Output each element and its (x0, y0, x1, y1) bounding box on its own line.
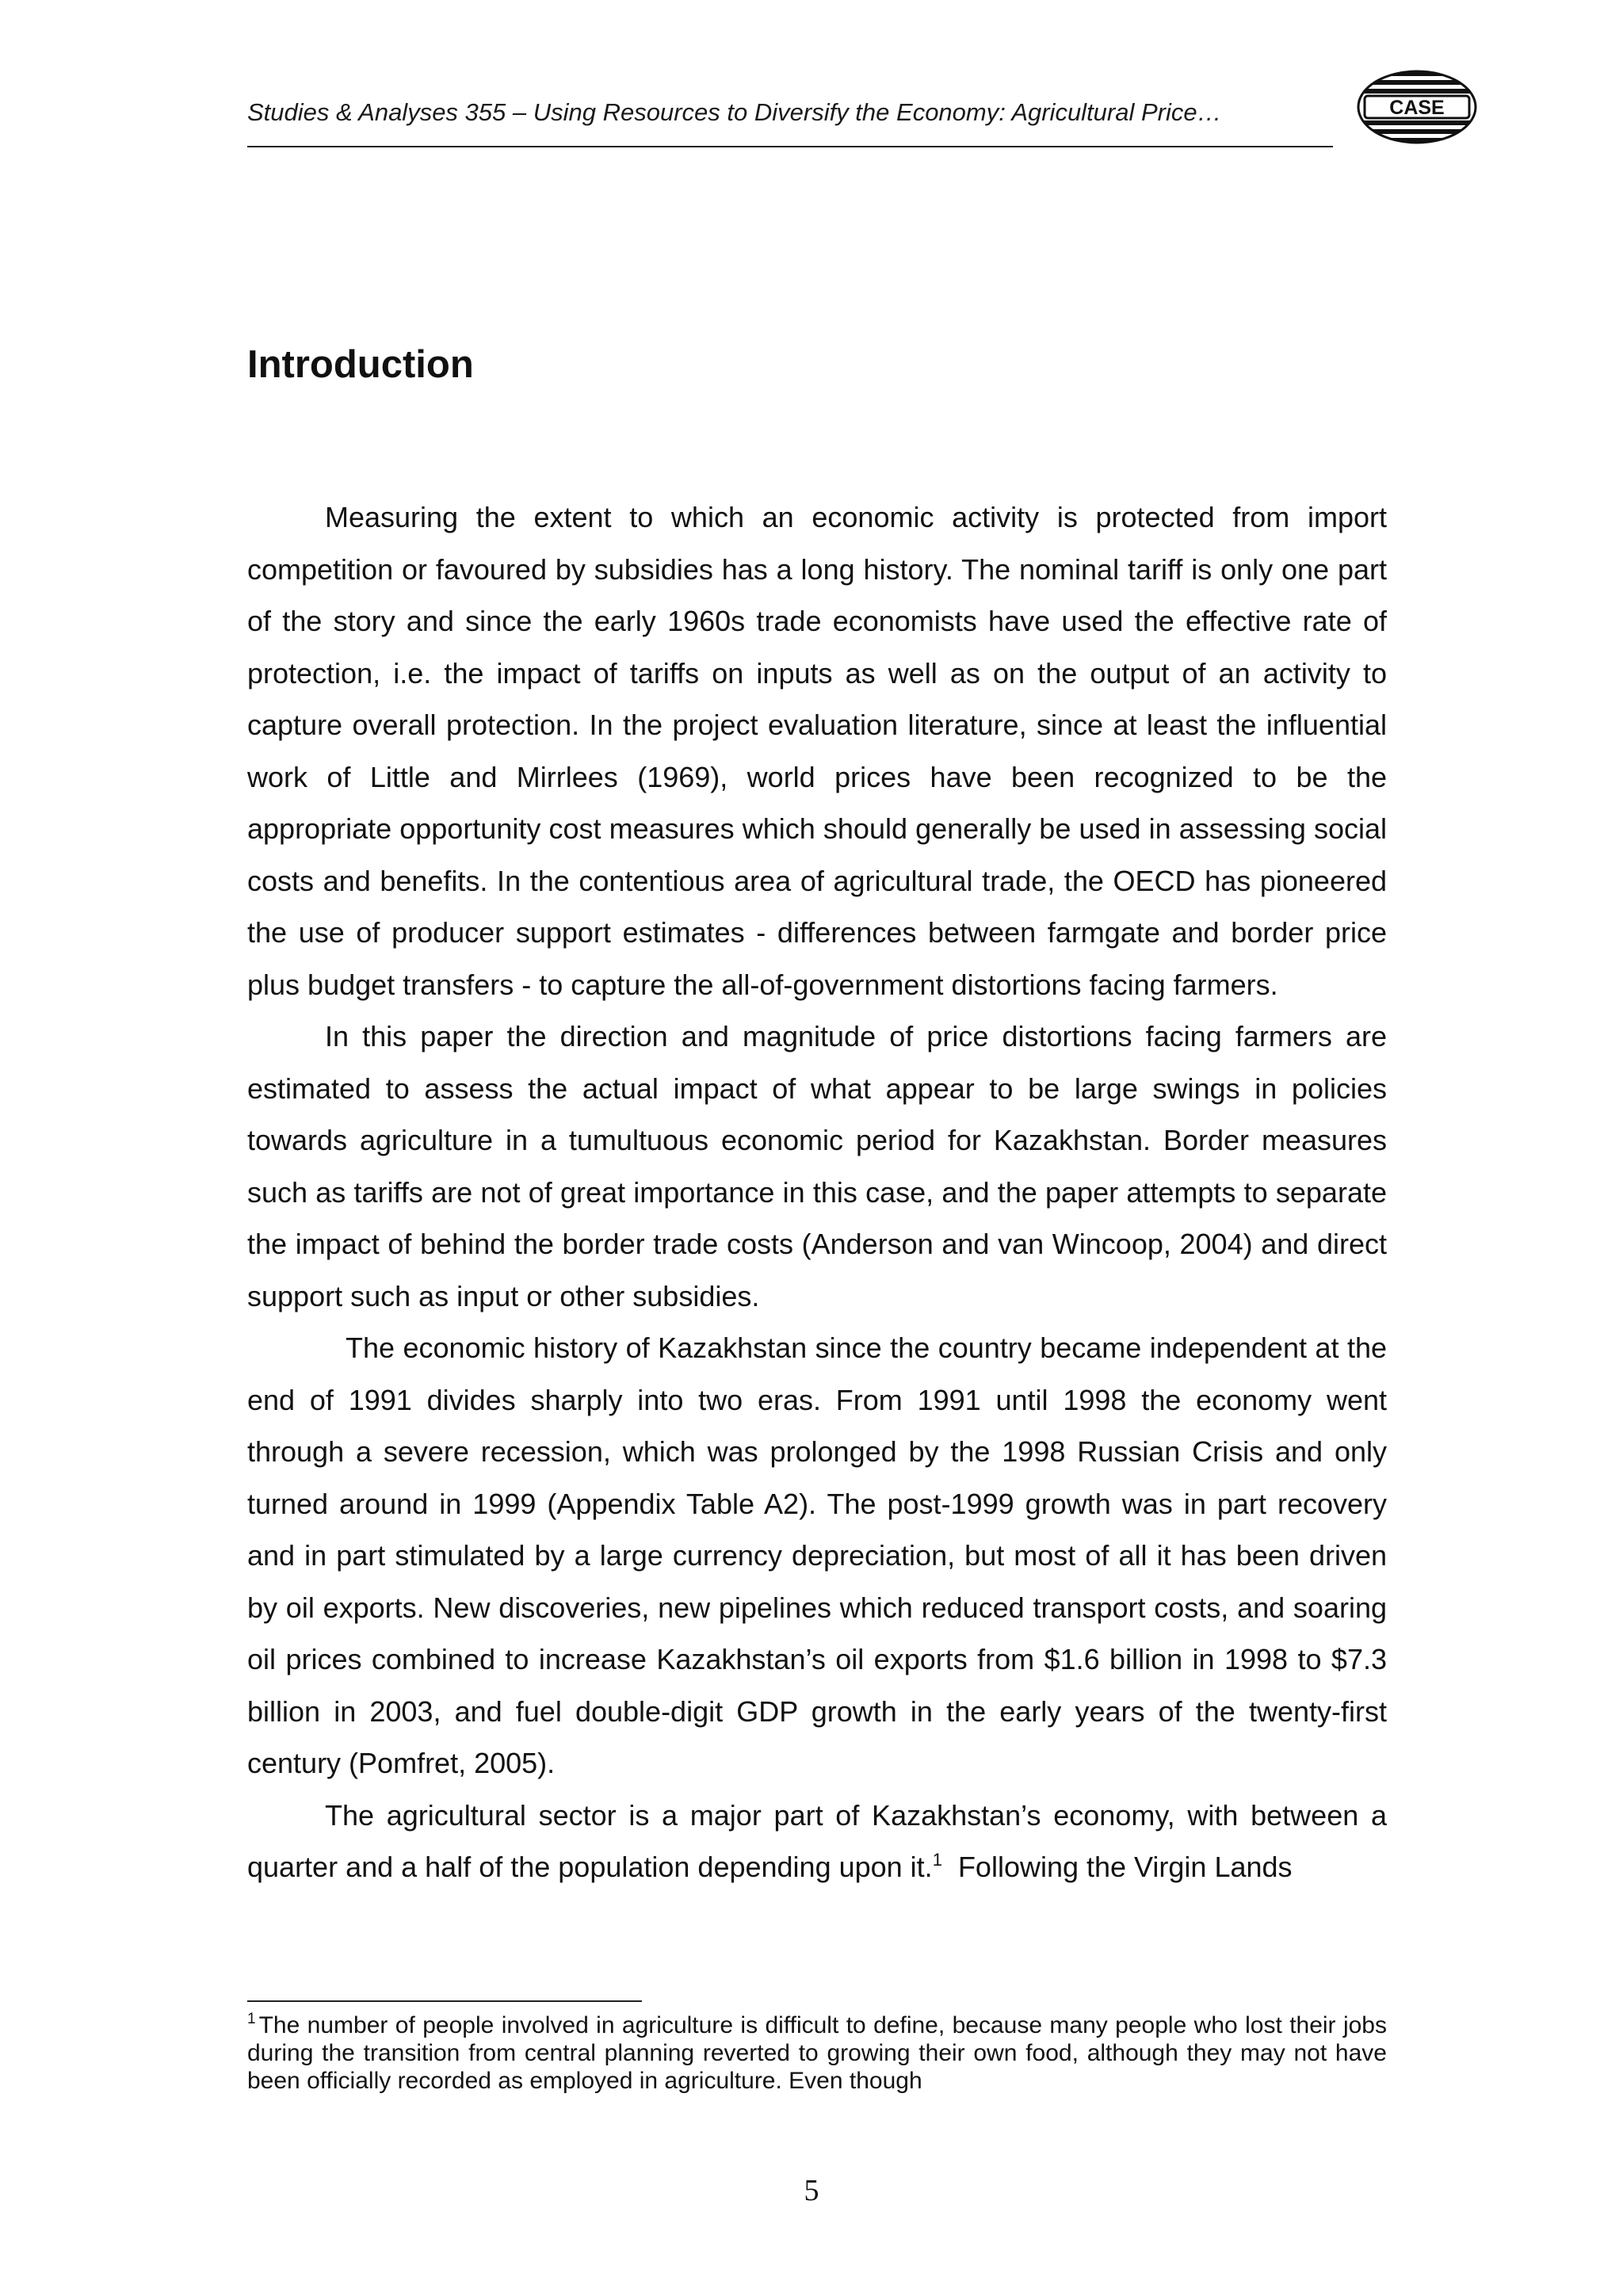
footnote-mark: 1 (247, 2011, 256, 2027)
footnote-rule (247, 2000, 642, 2002)
section-heading: Introduction (247, 343, 474, 386)
header-rule (247, 146, 1333, 147)
running-header: Studies & Analyses 355 – Using Resources to Diversify the Economy: Agricultural Price… (247, 98, 1222, 126)
body-text (247, 491, 1387, 1893)
case-logo (1357, 70, 1477, 144)
paragraph-2: In this paper the direction and magnitude of price distortions facing farmers are estimated to assess the actual impact of what appear to be large swings in policies towards agriculture in a tumultuous economic period for Kazakhstan. Border measures such as tariffs are not of great importance in this case, and the paper attempts to separate the impact of behind the border trade costs (Anderson and van Wincoop, 2004) and direct support such as input or other subsidies. (247, 1020, 1387, 1312)
footnote-reference[interactable]: 1 (932, 1850, 942, 1870)
paragraph-1: Measuring the extent to which an economic activity is protected from import competition or favoured by subsidies has a long history. The nominal tariff is only one part of the story and since the early 1960s trade economists have used the effective rate of protection, i.e. the impact of tariffs on inputs as well as on the output of an activity to capture overall protection. In the project evaluation literature, since at least the influential work of Little and Mirrlees (1969), world prices have been recognized to be the appropriate opportunity cost measures which should generally be used in assessing social costs and benefits. In the contentious area of agricultural trade, the OECD has pioneered the use of producer support estimates - differences between farmgate and border price plus budget transfers - to capture the all-of-government distortions facing farmers. (247, 501, 1387, 1001)
paragraph-3: The economic history of Kazakhstan since the country became independent at the end of 1991 divides sharply into two eras. From 1991 until 1998 the economy went through a severe recession, which was prolonged by the 1998 Russian Crisis and only turned around in 1999 (Appendix Table A2). The post-1999 growth was in part recovery and in part stimulated by a large currency depreciation, but most of all it has been driven by oil exports. New discoveries, new pipelines which reduced transport costs, and soaring oil prices combined to increase Kazakhstan’s oil exports from $1.6 billion in 1998 to $7.3 billion in 2003, and fuel double-digit GDP growth in the early years of the twenty-first century (Pomfret, 2005). (247, 1331, 1387, 1779)
paragraph-4-text: The agricultural sector is a major part of Kazakhstan’s economy, with between a quarter and a half of the population depending upon it. (247, 1798, 1387, 1883)
page-number: 5 (804, 2174, 819, 2207)
footnote-text: The number of people involved in agriculture is difficult to define, because many people who lost their jobs during the transition from central planning reverted to growing their own food, although they may not have been officially recorded as employed in agriculture. Even though (247, 2012, 1387, 2094)
paragraph-4 (247, 1790, 1387, 1893)
paragraph-4-tail: Following the Virgin Lands (941, 1851, 1293, 1883)
logo-text: CASE (1389, 97, 1445, 119)
footnote (247, 2011, 1387, 2095)
